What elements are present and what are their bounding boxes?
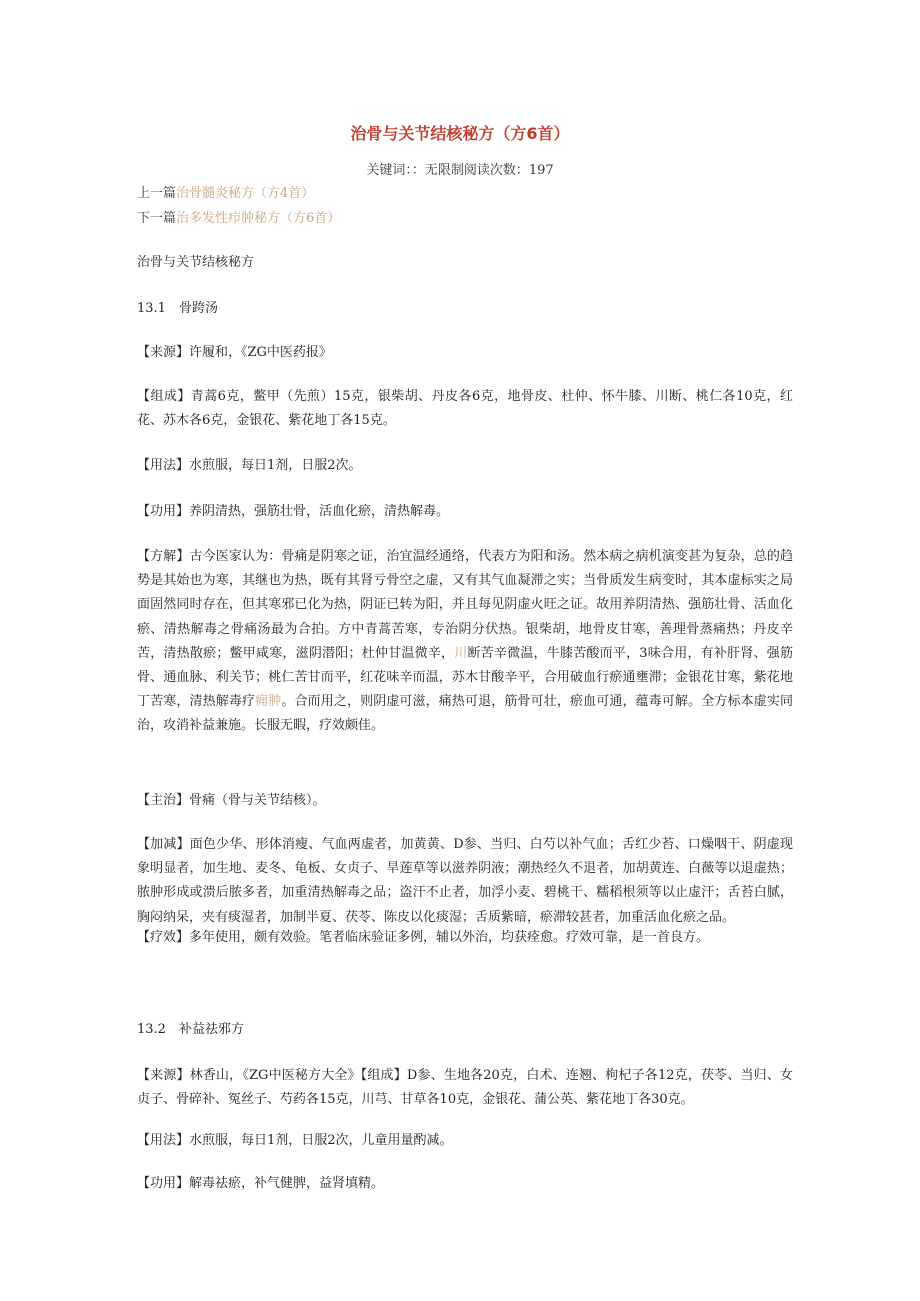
next-label: 下一篇 (137, 211, 177, 226)
usage-paragraph-2: 【用法】水煎服，每日1剂，日服2次，儿童用量酌减。 (137, 1133, 453, 1148)
source-paragraph: 【来源】许履和，《ZG中医药报》 (137, 345, 332, 360)
analysis-text-b: 断苦辛微温，牛膝苦酸而平，3味合用，有补肝肾、强筋骨、通血脉、利关节；桃仁苦甘而平，红花味辛而温，苏木甘酸辛平，合用破血行瘀通壅滞；金银花甘寒，紫花地丁苦寒，清热解毒疗 (137, 645, 793, 710)
next-article-nav (137, 207, 340, 226)
analysis-text-a: 【方解】古今医家认为：骨痛是阴寒之证，治宜温经通络，代表方为阳和汤。然本病之病机演变甚为复杂，总的趋势是其始也为寒，其继也为热，既有其肾亏骨空之虚，又有其气血凝滞之实；当骨质发生病变时，其本虚标实之局面固然同时存在，但其寒邪已化为热，阴证已转为阳，并且每见阴虚火旺之证。故用养阴清热、强筋壮骨、活血化瘀、清热解毒之骨痛汤最为合拍。方中青蒿苦寒，专治阴分伏热。银柴胡，地骨皮甘寒，善理骨蒸痛热；丹皮辛苦，清热散瘀；鳖甲咸寒，滋阴潜阳；杜仲甘温微辛， (137, 549, 793, 661)
analysis-highlight-2: 痈肿 (255, 694, 282, 710)
prev-article-nav (137, 182, 314, 201)
section-heading-13-1: 13.1 骨跨汤 (137, 301, 218, 316)
analysis-highlight-1: 川 (454, 645, 468, 661)
prev-label: 上一篇 (137, 186, 177, 201)
article-meta: 关键词：：无限制阅读次数：197 (366, 163, 554, 178)
effect-paragraph: 【功用】养阴清热，强筋壮骨，活血化瘀，清热解毒。 (137, 504, 450, 519)
modification-paragraph: 【加减】面色少华、形体消瘦、气血两虚者，加黄黄、D参、当归、白芍以补气血；舌红少苔、口燥咽干、阴虚现象明显者，加生地、麦冬、龟板、女贞子、旱莲草等以滋养阴液；潮热经久不退者，加胡黄连、白薇等以退虚热；脓肿形成或溃后脓多者，加重清热解毒之品；盗汗不止者，加浮小麦、碧桃干、糯稻根须等以止虚汗；舌苔白腻，胸闷纳呆，夹有痰湿者，加制半夏、茯苓、陈皮以化痰湿；舌质紫暗，瘀滞较甚者，加重活血化瘀之品。 (137, 837, 793, 925)
indication-paragraph: 【主治】骨痛（骨与关节结核）。 (137, 793, 326, 808)
source-composition-paragraph: 【来源】林香山，《ZG中医秘方大全》【组成】D参、生地各20克，白术、连翘、枸杞子各12克，茯苓、当归、女贞子、骨碎补、冤丝子、芍药各15克，川芎、甘草各10克，金银花、蒲公英、紫花地丁各30克。 (137, 1068, 793, 1108)
result-paragraph: 【疗效】多年使用，颇有效验。笔者临床验证多例，辅以外治，均获痊愈。疗效可靠，是一首良方。 (137, 930, 710, 945)
page-title: 治骨与关节结核秘方（方6首） (350, 124, 570, 143)
analysis-text-c: 。合而用之，则阴虚可滋，痛热可退，筋骨可壮，瘀血可通，蕴毒可解。全方标本虚实同治，攻消补益兼施。长服无暇，疗效颇佳。 (137, 694, 793, 734)
composition-paragraph: 【组成】青蒿6克，鳖甲（先煎）15克，银柴胡、丹皮各6克，地骨皮、杜仲、怀牛膝、川断、桃仁各10克，红花、苏木各6克，金银花、紫花地丁各15克。 (137, 389, 793, 429)
prev-article-link[interactable]: 治骨髓炎秘方（方4首） (176, 186, 315, 201)
intro-text: 治骨与关节结核秘方 (137, 255, 255, 270)
effect-paragraph-2: 【功用】解毒祛瘀，补气健脾，益肾填精。 (137, 1176, 385, 1191)
usage-paragraph: 【用法】水煎服，每日1剂，日服2次。 (137, 458, 362, 473)
section-heading-13-2: 13.2 补益祛邪方 (137, 1022, 244, 1037)
next-article-link[interactable]: 治多发性疖肿秘方（方6首） (176, 211, 341, 226)
analysis-paragraph (137, 545, 793, 739)
